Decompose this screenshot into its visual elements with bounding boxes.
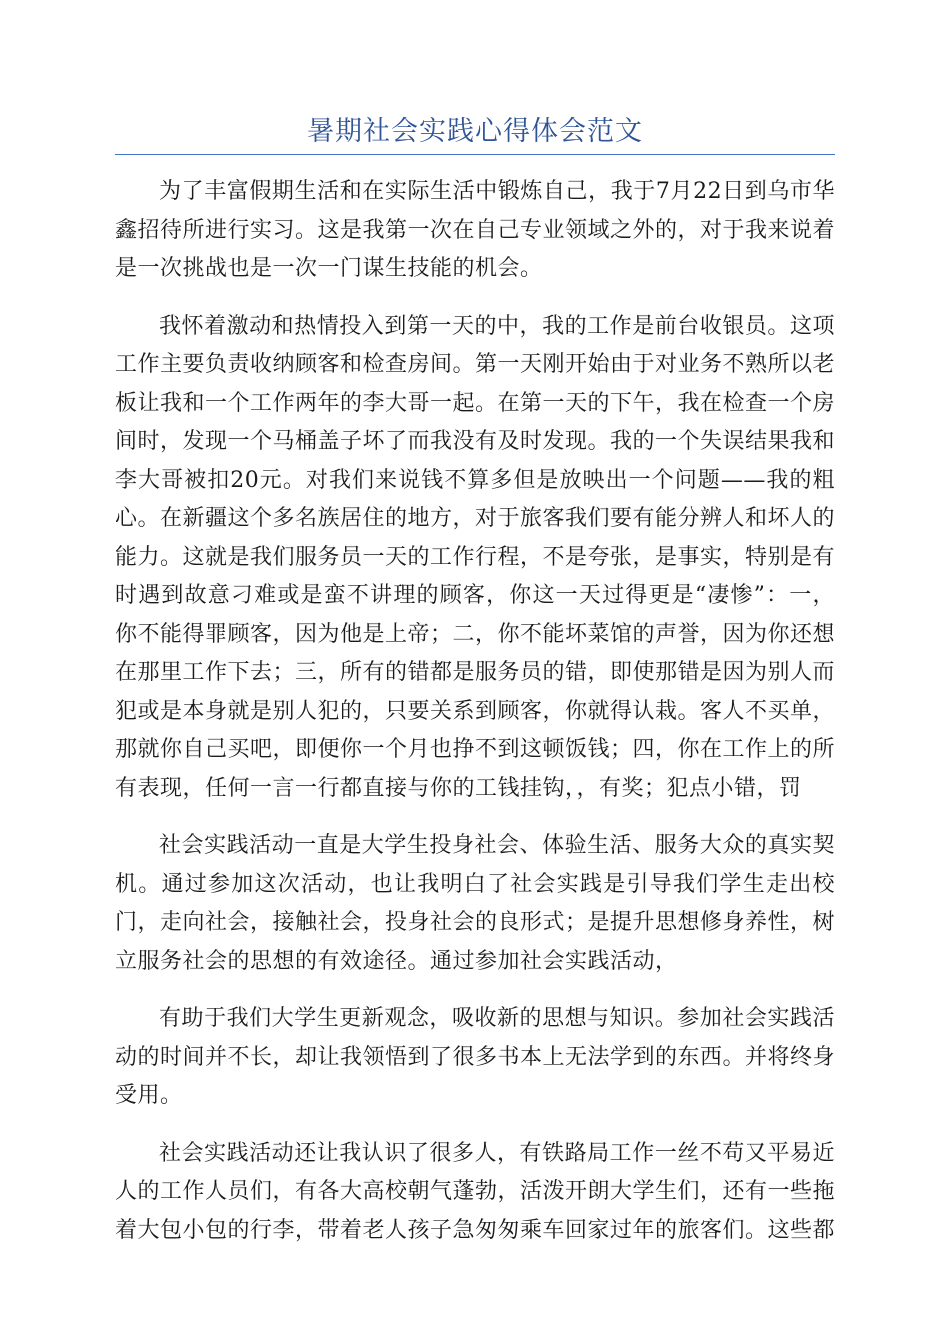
paragraph-5: 社会实践活动还让我认识了很多人，有铁路局工作一丝不苟又平易近人的工作人员们，有各大高校朝气蓬勃，活泼开朗大学生们，还有一些拖着大包小包的行李，带着老人孩子急匆匆乘车回家过年的旅客们。这些都 bbox=[115, 1140, 836, 1243]
paragraph-2: 我怀着激动和热情投入到第一天的中，我的工作是前台收银员。这项工作主要负责收纳顾客和检查房间。第一天刚开始由于对业务不熟所以老板让我和一个工作两年的李大哥一起。在第一天的下午，我在检查一个房间时，发现一个马桶盖子坏了而我没有及时发现。我的一个失误结果我和李大哥被扣20元。对我们来说钱不算多但是放映出一个问题——我的粗心。在新疆这个多名族居住的地方，对于旅客我们要有能分辨人和坏人的能力。这就是我们服务员一天的工作行程，不是夸张，是事实，特别是有时遇到故意刁难或是蛮不讲理的顾客，你这一天过得更是“凄惨”：一，你不能得罪顾客，因为他是上帝；二，你不能坏菜馆的声誉，因为你还想在那里工作下去；三，所有的错都是服务员的错，即使那错是因为别人而犯或是本身就是别人犯的，只要关系到顾客，你就得认栽。客人不买单，那就你自己买吧，即便你一个月也挣不到这顿饭钱；四，你在工作上的所有表现，任何一言一行都直接与你的工钱挂钩，，有奖；犯点小错，罚 bbox=[115, 313, 836, 801]
title-underline bbox=[115, 154, 835, 155]
paragraph-1: 为了丰富假期生活和在实际生活中锻炼自己，我于7月22日到乌市华鑫招待所进行实习。这是我第一次在自己专业领域之外的，对于我来说着是一次挑战也是一次一门谋生技能的机会。 bbox=[115, 179, 836, 281]
document-body bbox=[115, 173, 835, 1269]
paragraph-3: 社会实践活动一直是大学生投身社会、体验生活、服务大众的真实契机。通过参加这次活动，也让我明白了社会实践是引导我们学生走出校门，走向社会，接触社会，投身社会的良形式；是提升思想修身养性，树立服务社会的思想的有效途径。通过参加社会实践活动， bbox=[115, 833, 836, 974]
document-title: 暑期社会实践心得体会范文 bbox=[307, 116, 643, 147]
paragraph-4: 有助于我们大学生更新观念，吸收新的思想与知识。参加社会实践活动的时间并不长，却让我领悟到了很多书本上无法学到的东西。并将终身受用。 bbox=[115, 1006, 836, 1108]
